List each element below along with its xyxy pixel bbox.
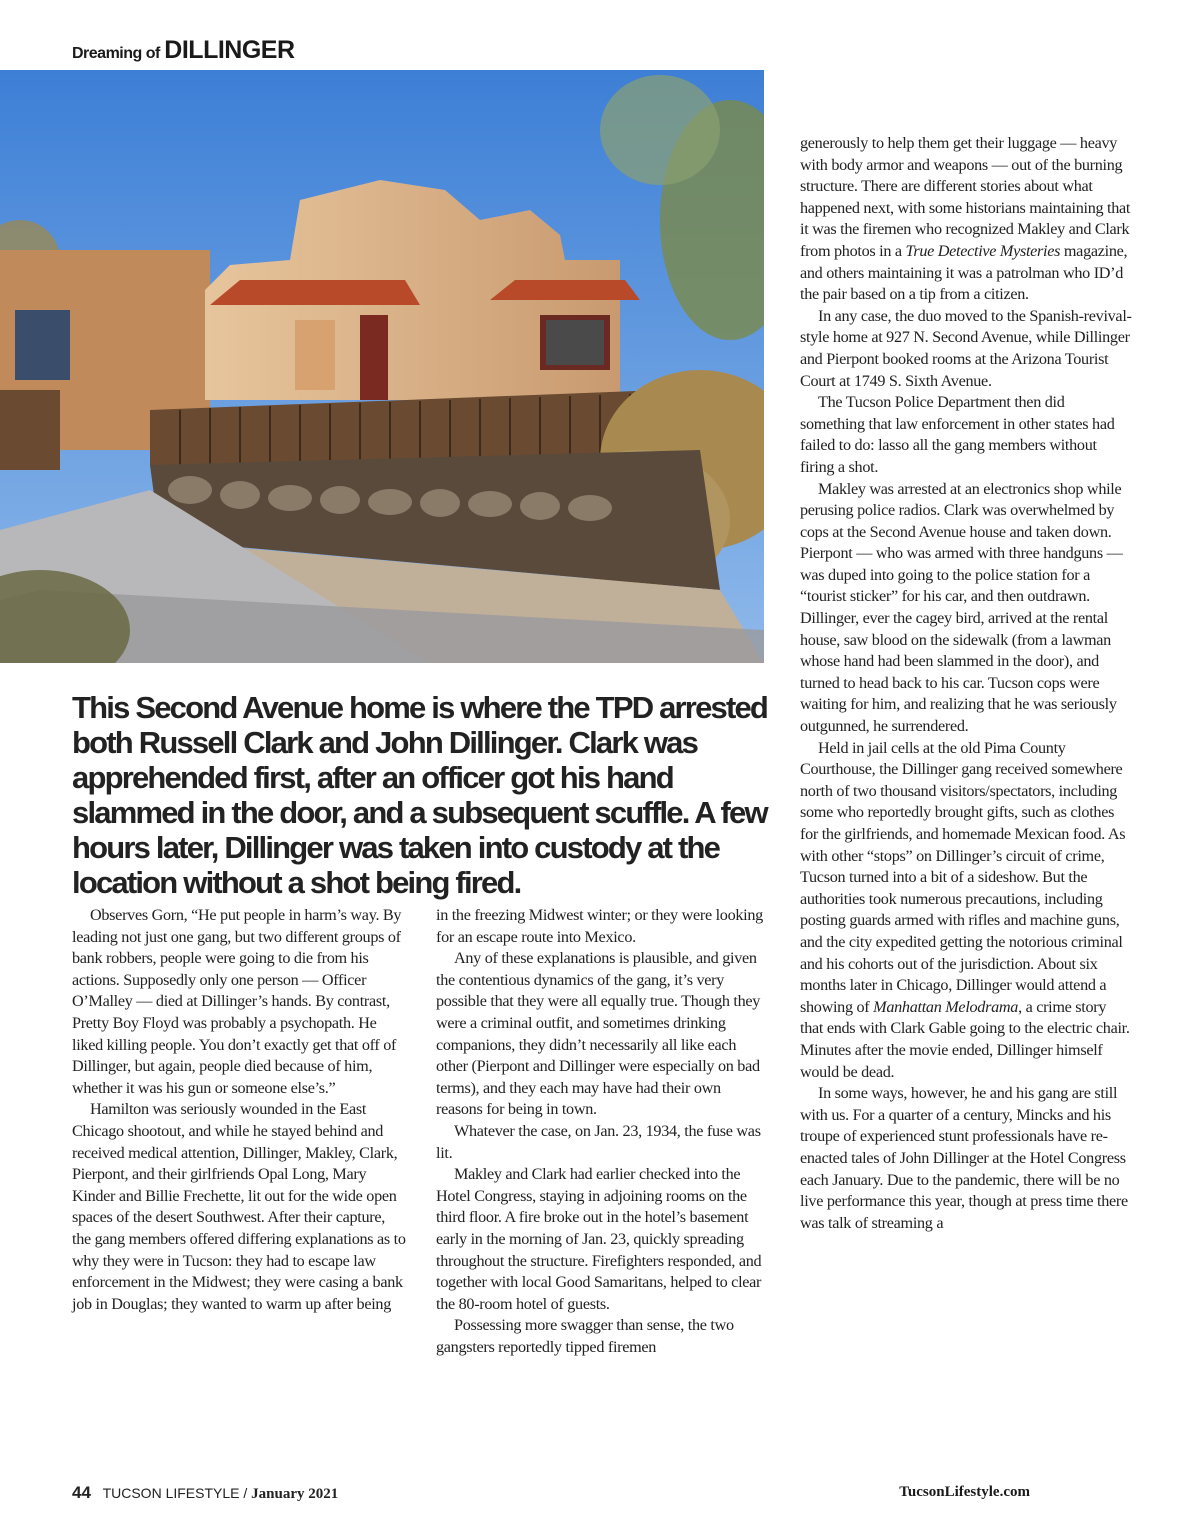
website-url: TucsonLifestyle.com [899,1484,1030,1500]
text-run: Held in jail cells at the old Pima County Courthouse, the Dillinger gang received somewhere north of two thousand visitors/spectators, including some who reportedly brought gifts, such as clothes for the girlfriends, and homemade Mexican food. As with other “stops” on Dillinger’s circuit of crime, Tucson turned into a bit of a sideshow. But the authorities took numerous precautions, including posting guards armed with rifles and machine guns, and the city expedited getting the notorious criminal and his cohorts out of the jurisdiction. About six months later in Chicago, Dillinger would attend a showing of [800,738,1126,1016]
photo-caption [72,690,772,900]
paragraph: The Tucson Police Department then did something that law enforcement in other states had failed to do: lasso all the gang members without firing a shot. [800,393,1115,476]
paragraph: Possessing more swagger than sense, the two gangsters reportedly tipped firemen [436,1316,734,1356]
paragraph: In some ways, however, he and his gang are still with us. For a quarter of a century, Mincks and his troupe of experienced stunt professionals have re-enacted tales of John Dillinger at the Hotel Congress each January. Due to the pandemic, there will be no live performance this year, though at press time there was talk of streaming a [800,1084,1128,1232]
paragraph-continued [800,133,1132,306]
header-title: DILLINGER [164,36,295,64]
page-footer [72,1483,338,1503]
paragraph [800,738,1132,1084]
paragraph: Makley was arrested at an electronics shop while perusing police radios. Clark was overwhelmed by cops at the Second Avenue house and taken down. Pierpont — who was armed with three handguns — was duped into going to the police station for a “tourist sticker” for his car, and then outdrawn. Dillinger, ever the cagey bird, arrived at the rental house, saw blood on the sidewalk (from a lawman whose hand had been slammed in the door), and turned to head back to his car. Tucson cops were waiting for him, and realizing that he was seriously outgunned, he surrendered. [800,479,1123,736]
magazine-title: True Detective Mysteries [905,241,1061,260]
footer-separator: / [243,1485,248,1501]
paragraph: Hamilton was seriously wounded in the East Chicago shootout, and while he stayed behind and received medical attention, Dillinger, Makley, Clark, Pierpont, and their girlfriends Opal Long, Mary Kinder and Billie Frechette, lit out for the wide open spaces of the desert Southwest. After their capture, the gang members offered differing explanations as to why they were in Tucson: they had to escape law enforcement in the Midwest; they were casing a bank job in Douglas; they wanted to warm up after being [72,1100,406,1313]
text-run: magazine, and others maintaining it was a patrolman who ID’d the pair based on a tip from a citizen. [800,241,1128,304]
movie-title: Manhattan Melodrama [873,997,1019,1016]
header-prefix: Dreaming of [72,45,160,62]
house-photo-illustration [0,70,764,663]
issue-date: January 2021 [251,1486,339,1502]
paragraph: Whatever the case, on Jan. 23, 1934, the fuse was lit. [436,1121,761,1162]
article-column-2 [436,905,770,1358]
paragraph: In any case, the duo moved to the Spanish-revival-style home at 927 N. Second Avenue, while Dillinger and Pierpont booked rooms at the Arizona Tourist Court at 1749 S. Sixth Avenue. [800,306,1132,390]
paragraph: Makley and Clark had earlier checked into the Hotel Congress, staying in adjoining rooms on the third floor. A fire broke out in the hotel’s basement early in the morning of Jan. 23, quickly spreading throughout the structure. Firefighters responded, and together with local Good Samaritans, helped to clear the 80-room hotel of guests. [436,1165,762,1313]
paragraph: Observes Gorn, “He put people in harm’s way. By leading not just one gang, but two different groups of bank robbers, people were going to die from his actions. Supposedly only one person — Officer O’Malley — died at Dillinger’s hands. By contrast, Pretty Boy Floyd was probably a psychopath. He liked killing people. You don’t exactly get that off of Dillinger, but again, people died because of him, whether it was his gun or someone else’s.” [72,906,402,1097]
article-column-3 [800,133,1132,1234]
page-number: 44 [72,1483,91,1502]
magazine-name: TUCSON LIFESTYLE [102,1485,240,1501]
house-photo [0,70,764,663]
paragraph-continued: in the freezing Midwest winter; or they were looking for an escape route into Mexico. [436,906,763,946]
paragraph: Any of these explanations is plausible, and given the contentious dynamics of the gang, it’s very possible that they were all equally true. Though they were a criminal outfit, and sometimes drinking companions, they didn’t necessarily all like each other (Pierpont and Dillinger were especially on bad terms), and they each may have had their own reasons for being in town. [436,949,761,1119]
text-run: , a crime story that ends with Clark Gable going to the electric chair. Minutes after the movie ended, Dillinger himself would be dead. [800,997,1130,1081]
text-run: generously to help them get their luggage — heavy with body armor and weapons — out of the burning structure. There are different stories about what happened next, with some historians maintaining that it was the firemen who recognized Makley and Clark from photos in a [800,134,1131,260]
running-header [72,36,295,65]
caption-text: This Second Avenue home is where the TPD arrested both Russell Clark and John Dillinger. Clark was apprehended first, after an officer got his hand slammed in the door, and a subsequent scuffle. A few hours later, Dillinger was taken into custody at the location without a shot being fired. [72,690,768,900]
article-column-1 [72,905,406,1315]
